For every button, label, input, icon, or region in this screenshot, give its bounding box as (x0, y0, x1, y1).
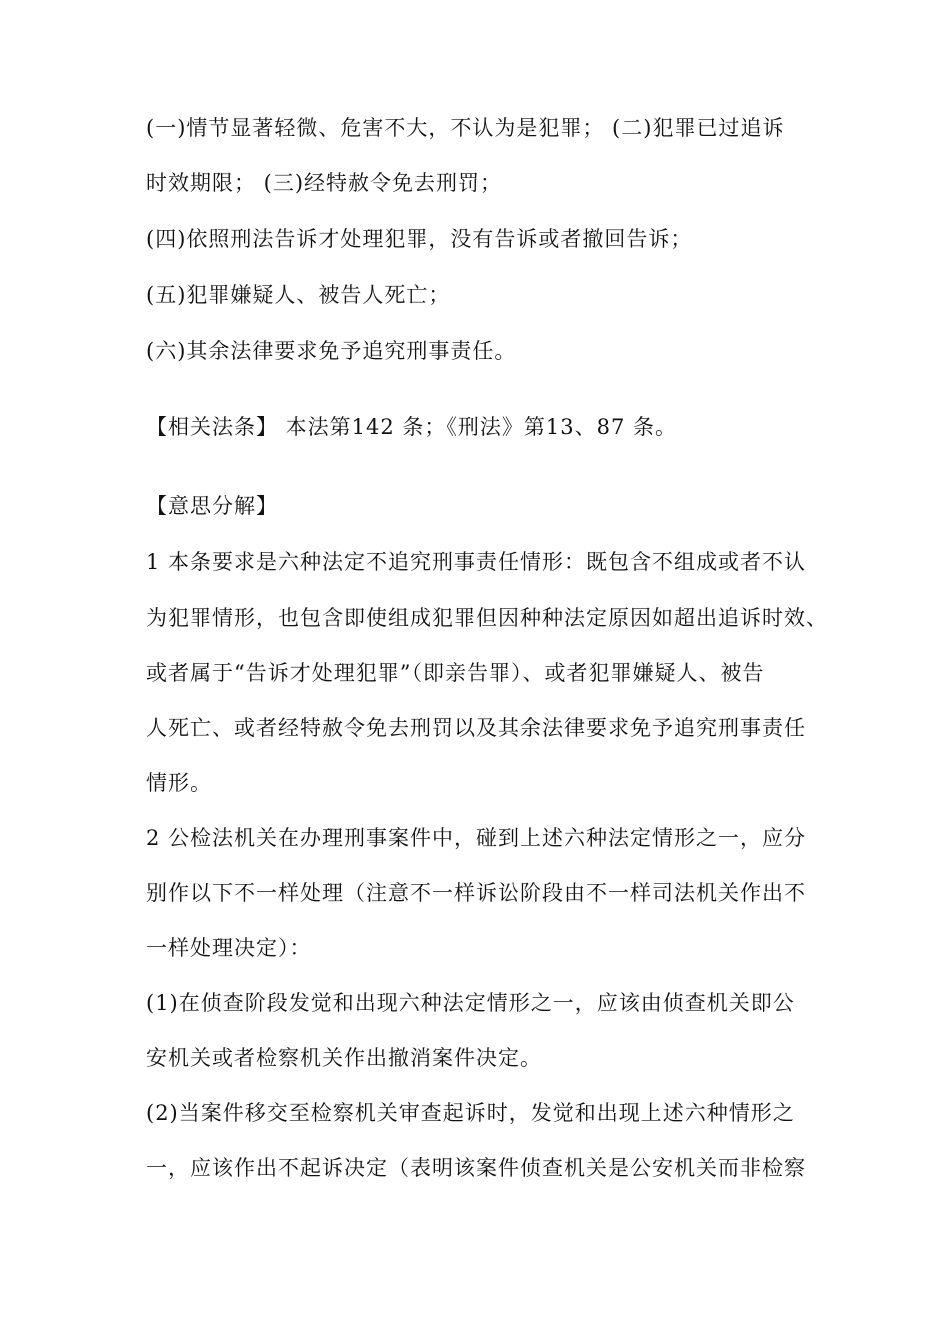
related-articles: 【相关法条】 本法第142 条；《刑法》第13、87 条。 (146, 415, 678, 439)
text-line: (五)犯罪嫌疑人、被告人死亡； (146, 283, 451, 307)
text-line: 安机关或者检察机关作出撤消案件决定。 (146, 1046, 542, 1070)
text-line: 或者属于“告诉才处理犯罪”（即亲告罪）、或者犯罪嫌疑人、被告 (146, 661, 765, 685)
text-line: 别作以下不一样处理（注意不一样诉讼阶段由不一样司法机关作出不 (146, 881, 806, 905)
text-line: 情形。 (146, 771, 212, 795)
text-line: 2 公检法机关在办理刑事案件中，碰到上述六种法定情形之一，应分 (146, 826, 807, 850)
text-line: (一)情节显著轻微、危害不大，不认为是犯罪； (二)犯罪已过追诉 (146, 116, 785, 140)
text-line: (2)当案件移交至检察机关审查起诉时，发觉和出现上述六种情形之 (146, 1101, 795, 1125)
section-heading: 【意思分解】 (146, 494, 278, 518)
text-line: 一，应该作出不起诉决定（表明该案件侦查机关是公安机关而非检察 (146, 1156, 806, 1180)
text-line: 时效期限； (三)经特赦令免去刑罚； (146, 171, 503, 195)
text-line: (四)依照刑法告诉才处理犯罪，没有告诉或者撤回告诉； (146, 227, 693, 251)
text-line: (六)其余法律要求免予追究刑事责任。 (146, 339, 517, 363)
text-line: (1)在侦查阶段发觉和出现六种法定情形之一，应该由侦查机关即公 (146, 991, 795, 1015)
text-line: 人死亡、或者经特赦令免去刑罚以及其余法律要求免予追究刑事责任 (146, 716, 806, 740)
text-line: 为犯罪情形，也包含即使组成犯罪但因种种法定原因如超出追诉时效、 (146, 606, 828, 630)
text-line: 1 本条要求是六种法定不追究刑事责任情形：既包含不组成或者不认 (146, 550, 807, 574)
text-line: 一样处理决定）： (146, 936, 312, 960)
